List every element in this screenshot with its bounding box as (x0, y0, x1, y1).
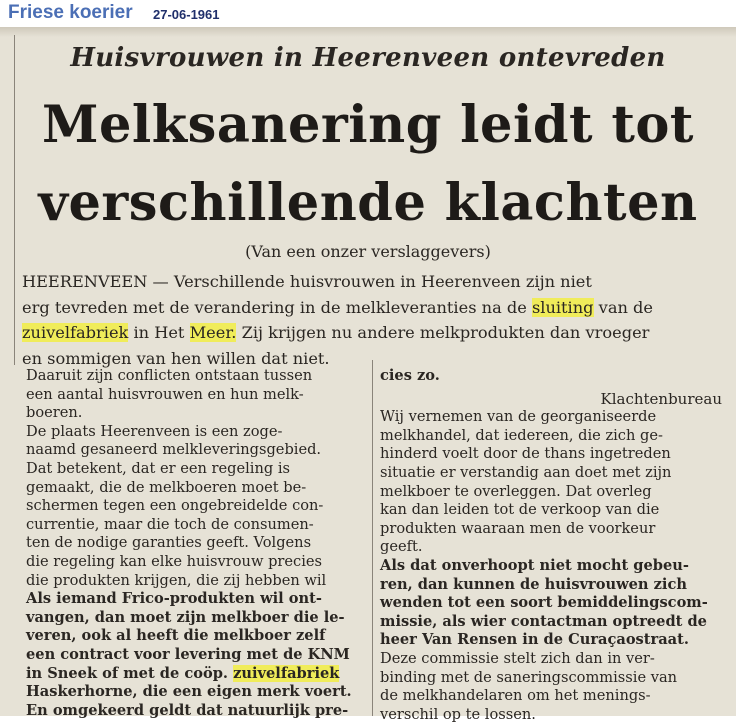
article-kicker: Huisvrouwen in Heerenveen ontevreden (70, 43, 666, 73)
text-line: geeft. (380, 538, 423, 556)
paragraph-bold (26, 590, 366, 720)
headline-line-2: verschillende klachten (38, 173, 698, 233)
torn-top-edge (0, 27, 736, 37)
source-header (0, 0, 736, 26)
text-line: melkboer te overleggen. Dat overleg (380, 482, 652, 500)
subheading-klachtenbureau: Klachtenbureau (600, 389, 722, 408)
text-line: die produkten krijgen, die zij hebben wil (26, 571, 327, 589)
column-divider (372, 360, 373, 716)
text-line: veren, ook al heeft die melkboer zelf (26, 627, 326, 645)
text-line: produkten waaraan men de voorkeur (380, 519, 656, 537)
highlighted-word: sluiting (531, 297, 594, 317)
text-line: Daaruit zijn conflicten ontstaan tussen (26, 367, 313, 384)
text-line: currentie, maar die toch de consumen- (26, 515, 314, 533)
text-line: melkhandel, dat iedereen, die zich ge- (380, 426, 663, 444)
column-right (380, 367, 730, 724)
text-line: naamd gesaneerd melkleveringsgebied. (26, 441, 322, 459)
paragraph-bold (380, 557, 730, 650)
paragraph (26, 367, 366, 423)
text-line: De plaats Heerenveen is een zoge- (26, 422, 283, 440)
text-line: die regeling kan elke huisvrouw precies (26, 552, 323, 570)
text-line: ten de nodige garanties geeft. Volgens (26, 534, 312, 552)
text-line: schermen tegen een ongebreidelde con- (26, 497, 324, 515)
text-line: heer Van Rensen in de Curaçaostraat. (380, 631, 689, 649)
lead-line: zuivelfabriek in Het Meer. Zij krijgen nu andere melkprodukten dan vroeger (22, 323, 650, 342)
text-line: Deze commissie stelt zich dan in ver- (380, 649, 655, 667)
text-line: kan dan leiden tot de verkoop van die (380, 501, 660, 519)
paragraph (380, 650, 730, 724)
text-line: verschil op te lossen. (380, 705, 536, 723)
highlighted-word: zuivelfabriek (233, 664, 340, 682)
continued-text: cies zo. (380, 367, 440, 384)
newspaper-clipping (0, 27, 736, 723)
text-line: een aantal huisvrouwen en hun melk- (26, 385, 304, 403)
text-line: de melkhandelaren om het menings- (380, 687, 651, 705)
lead-paragraph (22, 269, 726, 371)
newspaper-name: Friese koerier (8, 2, 133, 23)
publication-date: 27-06-1961 (153, 7, 220, 22)
text-line: Als iemand Frico-produkten wil ont- (26, 590, 322, 608)
text-line: een contract voor levering met de KNM (26, 645, 350, 663)
text-line: vangen, dan moet zijn melkboer die le- (26, 608, 345, 626)
text-line: Als dat onverhoopt niet mocht gebeu- (380, 556, 689, 574)
text-line: hinderd voelt door de thans ingetreden (380, 445, 671, 463)
lead-line: erg tevreden met de verandering in de melkleveranties na de sluiting van de (22, 297, 653, 317)
paragraph (26, 423, 366, 590)
text-line: Haskerhorne, die een eigen merk voert. (26, 683, 352, 701)
highlighted-word: zuivelfabriek (22, 323, 129, 342)
text-line: gemaakt, die de melkboeren moet be- (26, 478, 307, 496)
highlighted-word: Meer. (189, 323, 237, 342)
paragraph (380, 408, 730, 557)
text-line: in Sneek of met de coöp. zuivelfabriek (26, 664, 340, 682)
text-line: binding met de saneringscommissie van (380, 668, 678, 686)
lead-line: en sommigen van hen willen dat niet. (22, 348, 330, 368)
text-line: situatie er verstandig aan doet met zijn (380, 463, 672, 481)
text-line: ren, dan kunnen de huisvrouwen zich (380, 575, 687, 593)
text-line: wenden tot een soort bemiddelingscom- (380, 594, 708, 612)
byline: (Van een onzer verslaggevers) (245, 242, 491, 261)
text-line: En omgekeerd geldt dat natuurlijk pre- (26, 701, 349, 719)
lead-line: HEERENVEEN — Verschillende huisvrouwen in Heerenveen zijn niet (22, 272, 592, 291)
text-line: Wij vernemen van de georganiseerde (380, 408, 657, 426)
text-line: Dat betekent, dat er een regeling is (26, 459, 290, 477)
column-left (26, 367, 366, 720)
text-line: boeren. (26, 404, 83, 422)
text-line: missie, als wier contactman optreedt de (380, 612, 707, 630)
headline-line-1: Melksanering leidt tot (42, 95, 694, 155)
